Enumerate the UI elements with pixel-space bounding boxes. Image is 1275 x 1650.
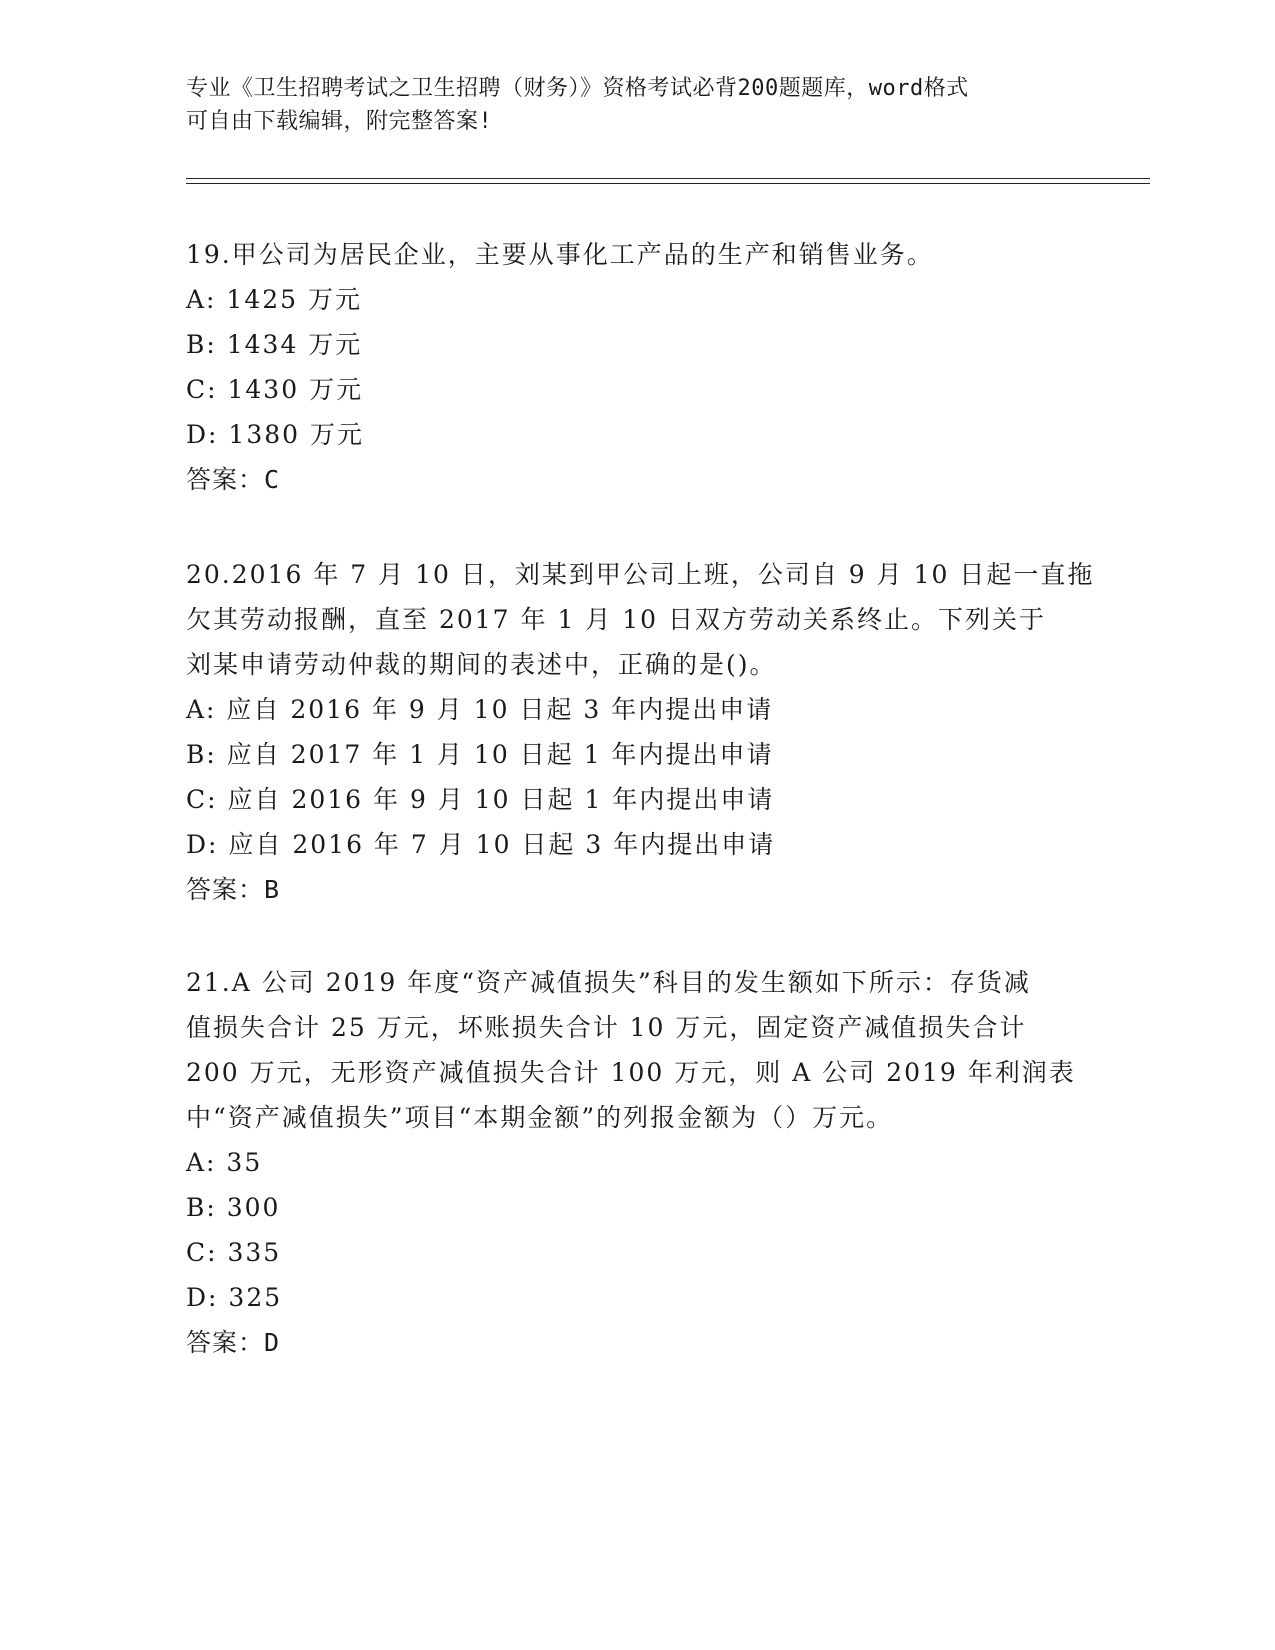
option-a: A: 应自 2016 年 9 月 10 日起 3 年内提出申请	[186, 695, 774, 724]
answer-line	[186, 1320, 1086, 1365]
header-divider-top	[186, 178, 1150, 179]
document-header	[186, 72, 1086, 138]
answer-value: C	[264, 465, 281, 494]
answer-line	[186, 457, 1086, 502]
option-d: D: 应自 2016 年 7 月 10 日起 3 年内提出申请	[186, 830, 776, 859]
answer-label: 答案：	[186, 875, 265, 904]
question-19	[186, 232, 1086, 502]
option-c: C: 应自 2016 年 9 月 10 日起 1 年内提出申请	[186, 785, 775, 814]
option-b: B: 300	[186, 1193, 281, 1222]
answer-line	[186, 867, 1086, 912]
option-c: C: 1430 万元	[186, 375, 364, 404]
answer-label: 答案：	[186, 465, 265, 494]
option-b: B: 1434 万元	[186, 330, 363, 359]
option-b: B: 应自 2017 年 1 月 10 日起 1 年内提出申请	[186, 740, 774, 769]
answer-label: 答案：	[186, 1328, 265, 1357]
option-d: D: 1380 万元	[186, 420, 364, 449]
answer-value: B	[264, 875, 281, 904]
header-divider-bottom	[186, 183, 1150, 184]
question-stem-line: 200 万元，无形资产减值损失合计 100 万元，则 A 公司 2019 年利润表	[186, 1058, 1076, 1087]
question-stem-line: 21.A 公司 2019 年度“资产减值损失”科目的发生额如下所示：存货减	[186, 968, 1031, 997]
option-a: A: 35	[186, 1148, 263, 1177]
header-line-2: 可自由下载编辑，附完整答案!	[186, 109, 493, 134]
question-stem-line: 欠其劳动报酬，直至 2017 年 1 月 10 日双方劳动关系终止。下列关于	[186, 605, 1047, 634]
question-stem-line: 中“资产减值损失”项目“本期金额”的列报金额为（）万元。	[186, 1103, 894, 1132]
answer-value: D	[264, 1328, 281, 1357]
question-stem-line: 值损失合计 25 万元，坏账损失合计 10 万元，固定资产减值损失合计	[186, 1013, 1027, 1042]
question-21	[186, 960, 1086, 1365]
question-stem-line: 20.2016 年 7 月 10 日，刘某到甲公司上班，公司自 9 月 10 日起一直拖	[186, 560, 1095, 589]
question-stem-line: 刘某申请劳动仲裁的期间的表述中，正确的是()。	[186, 650, 777, 679]
option-a: A: 1425 万元	[186, 285, 362, 314]
question-20	[186, 552, 1095, 912]
option-d: D: 325	[186, 1283, 283, 1312]
question-stem-line: 19.甲公司为居民企业，主要从事化工产品的生产和销售业务。	[186, 240, 934, 269]
option-c: C: 335	[186, 1238, 282, 1267]
header-line-1: 专业《卫生招聘考试之卫生招聘（财务）》资格考试必背200题题库，word格式	[186, 76, 969, 101]
